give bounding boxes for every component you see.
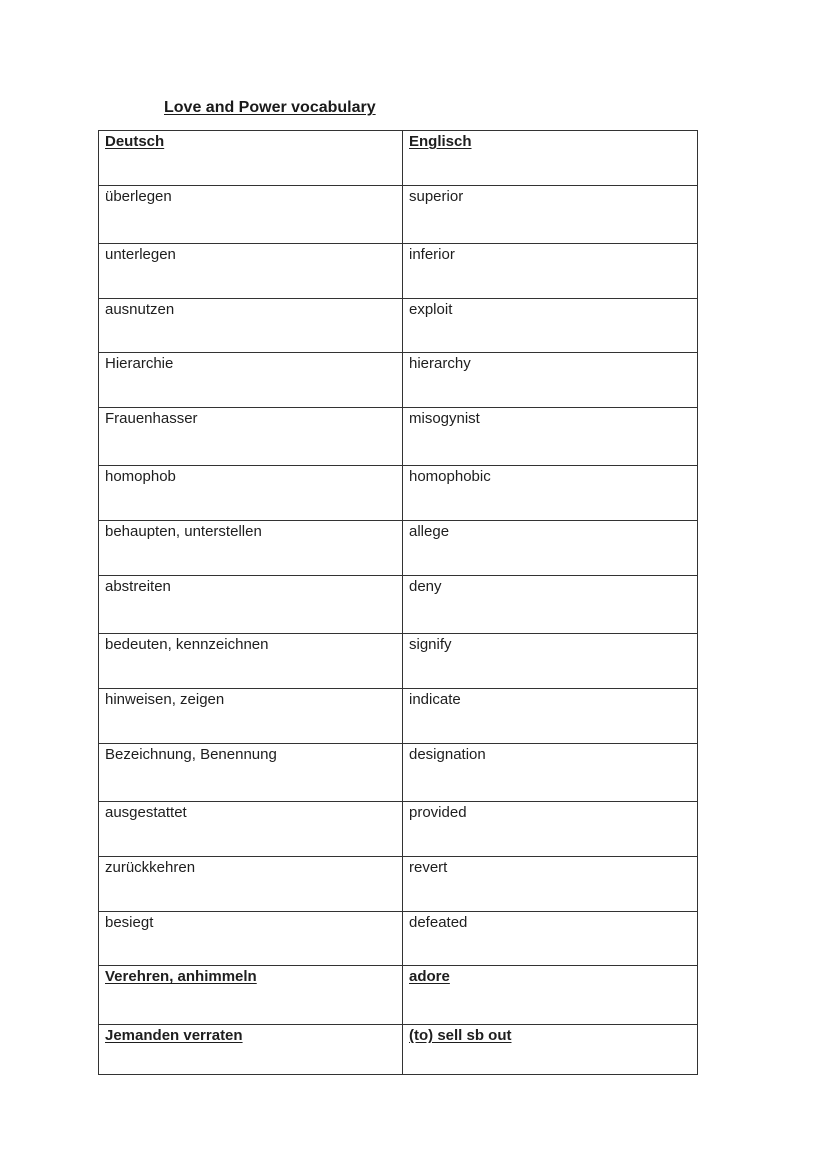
cell-german: abstreiten	[99, 576, 403, 634]
table-row	[99, 186, 698, 244]
table-row	[99, 689, 698, 744]
cell-english: exploit	[403, 299, 698, 353]
table-row	[99, 857, 698, 912]
vocabulary-table	[98, 130, 698, 1075]
table-row	[99, 802, 698, 857]
cell-english: provided	[403, 802, 698, 857]
cell-german: zurückkehren	[99, 857, 403, 912]
table-row	[99, 744, 698, 802]
cell-english: (to) sell sb out	[403, 1025, 698, 1075]
cell-german: Frauenhasser	[99, 408, 403, 466]
cell-english: adore	[403, 966, 698, 1025]
cell-german: bedeuten, kennzeichnen	[99, 634, 403, 689]
table-row	[99, 353, 698, 408]
table-row	[99, 408, 698, 466]
table-row	[99, 966, 698, 1025]
cell-german: unterlegen	[99, 244, 403, 299]
cell-english: designation	[403, 744, 698, 802]
page-title: Love and Power vocabulary	[164, 99, 376, 116]
cell-german: ausgestattet	[99, 802, 403, 857]
cell-german: Bezeichnung, Benennung	[99, 744, 403, 802]
header-cell-german: Deutsch	[99, 131, 403, 186]
cell-english: misogynist	[403, 408, 698, 466]
cell-english: superior	[403, 186, 698, 244]
cell-german: Verehren, anhimmeln	[99, 966, 403, 1025]
cell-german: homophob	[99, 466, 403, 521]
table-row	[99, 521, 698, 576]
cell-english: inferior	[403, 244, 698, 299]
table-row	[99, 466, 698, 521]
cell-english: defeated	[403, 912, 698, 966]
table-row	[99, 1025, 698, 1075]
table-row	[99, 576, 698, 634]
cell-german: hinweisen, zeigen	[99, 689, 403, 744]
cell-english: allege	[403, 521, 698, 576]
cell-german: ausnutzen	[99, 299, 403, 353]
table-header-row	[99, 131, 698, 186]
table-row	[99, 244, 698, 299]
cell-german: Jemanden verraten	[99, 1025, 403, 1075]
cell-english: homophobic	[403, 466, 698, 521]
cell-english: deny	[403, 576, 698, 634]
vocabulary-table-body	[99, 131, 698, 1075]
table-row	[99, 299, 698, 353]
cell-german: behaupten, unterstellen	[99, 521, 403, 576]
header-cell-english: Englisch	[403, 131, 698, 186]
cell-english: signify	[403, 634, 698, 689]
cell-german: überlegen	[99, 186, 403, 244]
cell-german: besiegt	[99, 912, 403, 966]
cell-german: Hierarchie	[99, 353, 403, 408]
table-row	[99, 912, 698, 966]
cell-english: indicate	[403, 689, 698, 744]
cell-english: revert	[403, 857, 698, 912]
cell-english: hierarchy	[403, 353, 698, 408]
table-row	[99, 634, 698, 689]
